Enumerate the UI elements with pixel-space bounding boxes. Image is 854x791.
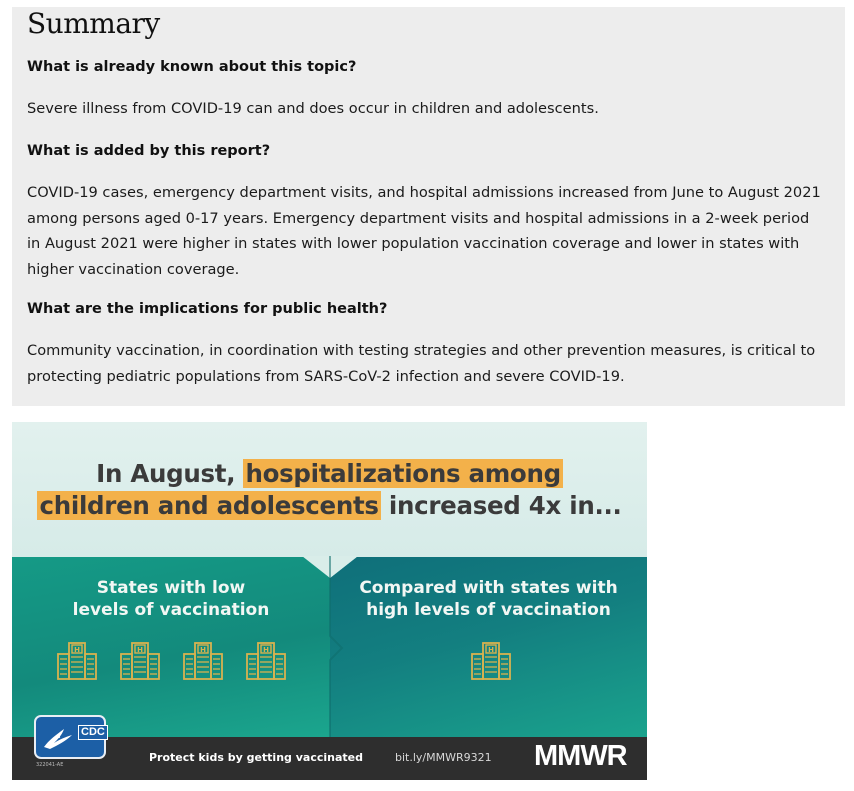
headline-plain-1: In August, <box>96 459 244 488</box>
hospital-building-icon <box>245 641 287 681</box>
high-vaccination-label <box>330 577 647 621</box>
footer-tagline: Protect kids by getting vaccinated <box>149 751 363 764</box>
infographic-footer <box>12 737 647 780</box>
answer-implications: Community vaccination, in coordination with testing strategies and other prevention measures, is critical to protecting pediatric populations from SARS-CoV-2 infection and severe COVID-19. <box>27 342 816 385</box>
high-vaccination-line-1: Compared with states with <box>359 578 618 598</box>
hospital-icon <box>119 641 161 681</box>
low-vaccination-line-2: levels of vaccination <box>72 600 270 620</box>
infographic <box>12 422 647 780</box>
headline-line-1 <box>12 457 647 490</box>
headline-line-2 <box>12 489 647 522</box>
headline-highlight-2: children and adolescents <box>39 491 379 520</box>
cdc-logo <box>34 715 106 759</box>
svg-text:H: H <box>488 646 494 654</box>
hospital-icon <box>470 641 512 681</box>
question-known: What is already known about this topic? <box>27 59 357 75</box>
headline-highlight-1: hospitalizations among <box>245 459 561 488</box>
hospital-building-icon <box>182 641 224 681</box>
graphic-code: 322041-AE <box>36 762 64 768</box>
hospital-building-icon <box>470 641 512 681</box>
comparison-panels <box>12 557 647 737</box>
svg-text:H: H <box>263 646 269 654</box>
hospital-icon <box>245 641 287 681</box>
infographic-header <box>12 422 647 557</box>
hospital-building-icon <box>56 641 98 681</box>
question-implications: What are the implications for public health? <box>27 301 388 317</box>
svg-text:H: H <box>74 646 80 654</box>
answer-known: Severe illness from COVID-19 can and does occur in children and adolescents. <box>27 100 599 117</box>
answer-added: COVID-19 cases, emergency department visits, and hospital admissions increased from June to August 2021 among persons aged 0-17 years. Emergency department visits and hospital admissions in a 2-week period in August 2021 were higher in states with lower population vaccination coverage and lower in states with higher vaccination coverage. <box>27 184 821 278</box>
low-vaccination-label <box>12 577 330 621</box>
hospital-icon <box>56 641 98 681</box>
low-vaccination-line-1: States with low <box>96 578 246 598</box>
summary-title: Summary <box>27 7 160 40</box>
cdc-logo-text: CDC <box>78 725 108 740</box>
hospital-building-icon <box>119 641 161 681</box>
summary-box <box>12 7 845 406</box>
hhs-eagle-icon <box>42 725 76 751</box>
svg-text:H: H <box>137 646 143 654</box>
svg-text:H: H <box>200 646 206 654</box>
high-vaccination-line-2: high levels of vaccination <box>366 600 611 620</box>
mmwr-logo: MMWR <box>534 740 627 772</box>
question-added: What is added by this report? <box>27 143 271 159</box>
footer-link[interactable]: bit.ly/MMWR9321 <box>395 751 492 764</box>
hospital-icon <box>182 641 224 681</box>
headline-plain-2: increased 4x in... <box>380 491 622 520</box>
